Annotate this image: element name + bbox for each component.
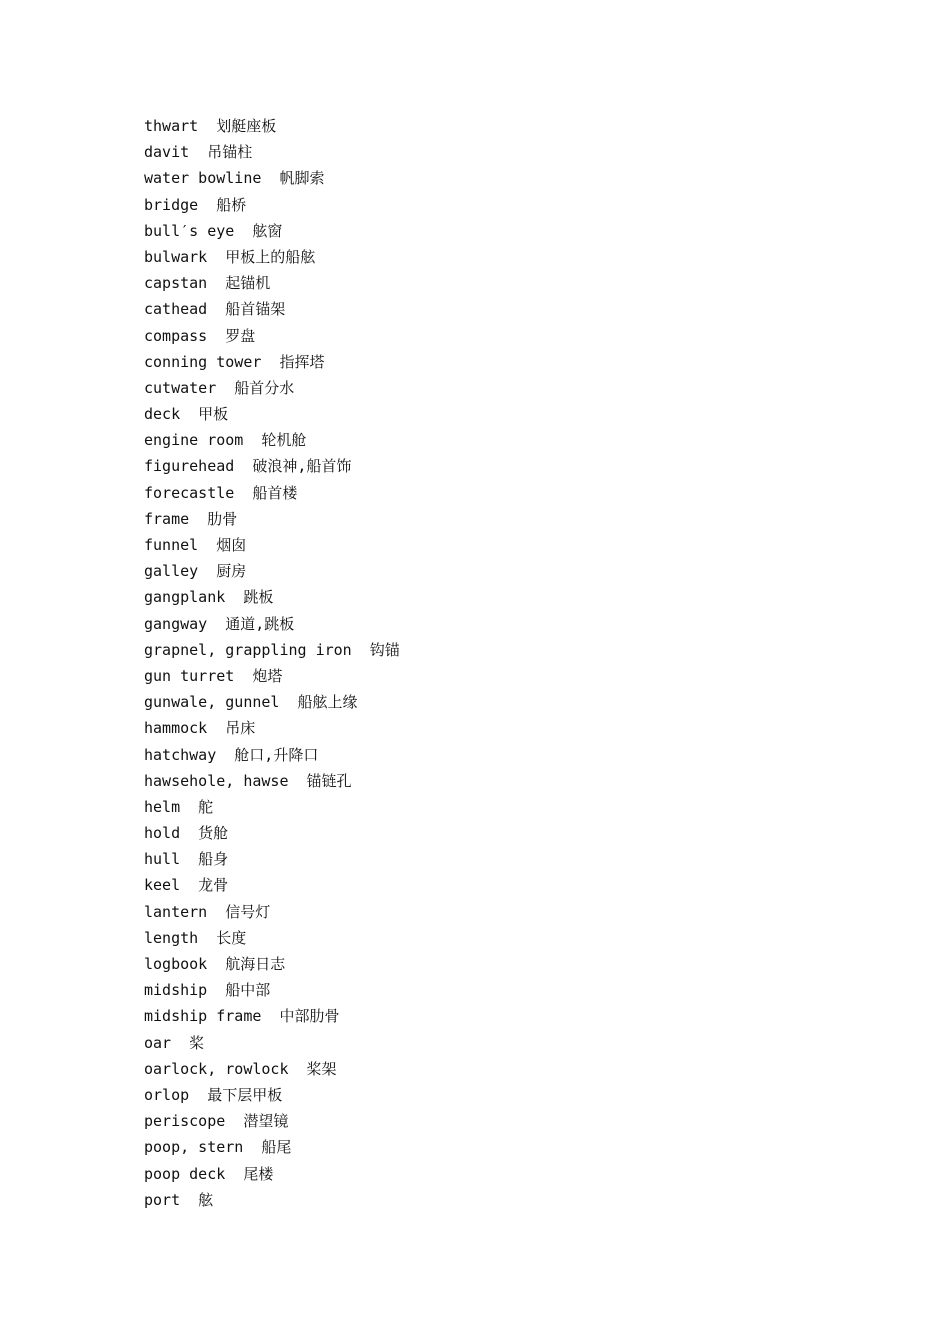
glossary-entry: helm 舵 <box>144 797 214 816</box>
ship-terms-glossary <box>144 113 400 1213</box>
glossary-entry: keel 龙骨 <box>144 876 229 895</box>
glossary-entry: lantern 信号灯 <box>144 902 271 921</box>
glossary-entry: funnel 烟囱 <box>144 536 247 554</box>
glossary-entry: bull′s eye 舷窗 <box>144 221 283 240</box>
glossary-entry: compass 罗盘 <box>144 326 256 345</box>
glossary-entry: grapnel, grappling iron 钩锚 <box>144 640 400 659</box>
glossary-entry: gunwale, gunnel 船舷上缘 <box>144 693 358 712</box>
glossary-entry: frame 肋骨 <box>144 509 238 528</box>
glossary-entry: figurehead 破浪神,船首饰 <box>144 457 352 476</box>
glossary-entry: oarlock, rowlock 桨架 <box>144 1059 337 1078</box>
glossary-entry: cutwater 船首分水 <box>144 378 295 397</box>
glossary-entry: conning tower 指挥塔 <box>144 352 325 371</box>
glossary-entry: hull 船身 <box>144 850 229 869</box>
glossary-entry: gun turret 炮塔 <box>144 666 283 685</box>
glossary-entry: hammock 吊床 <box>144 719 256 738</box>
glossary-entry: poop deck 尾楼 <box>144 1164 274 1183</box>
glossary-entry: poop, stern 船尾 <box>144 1138 292 1157</box>
glossary-entry: deck 甲板 <box>144 405 229 424</box>
glossary-entry: hold 货舱 <box>144 824 229 843</box>
glossary-entry: midship 船中部 <box>144 981 271 1000</box>
glossary-entry: cathead 船首锚架 <box>144 300 286 319</box>
glossary-entry: midship frame 中部肋骨 <box>144 1007 340 1026</box>
glossary-entry: bridge 船桥 <box>144 195 247 214</box>
glossary-entry: oar 桨 <box>144 1033 205 1052</box>
glossary-entry: forecastle 船首楼 <box>144 483 298 502</box>
glossary-entry: hawsehole, hawse 锚链孔 <box>144 771 352 790</box>
glossary-entry: periscope 潜望镜 <box>144 1112 289 1131</box>
glossary-entry: engine room 轮机舱 <box>144 431 307 450</box>
glossary-entry: galley 厨房 <box>144 562 247 581</box>
glossary-entry: gangplank 跳板 <box>144 588 274 607</box>
glossary-entry: port 舷 <box>144 1190 214 1209</box>
glossary-entry: logbook 航海日志 <box>144 955 286 973</box>
glossary-entry: gangway 通道,跳板 <box>144 614 295 633</box>
glossary-entry: thwart 划艇座板 <box>144 117 277 135</box>
glossary-entry: water bowline 帆脚索 <box>144 169 325 188</box>
glossary-entry: length 长度 <box>144 928 247 947</box>
glossary-entry: orlop 最下层甲板 <box>144 1085 283 1104</box>
glossary-entry: capstan 起锚机 <box>144 274 271 293</box>
glossary-entry: bulwark 甲板上的船舷 <box>144 247 316 266</box>
glossary-entry: davit 吊锚柱 <box>144 143 253 162</box>
glossary-entry: hatchway 舱口,升降口 <box>144 745 319 764</box>
